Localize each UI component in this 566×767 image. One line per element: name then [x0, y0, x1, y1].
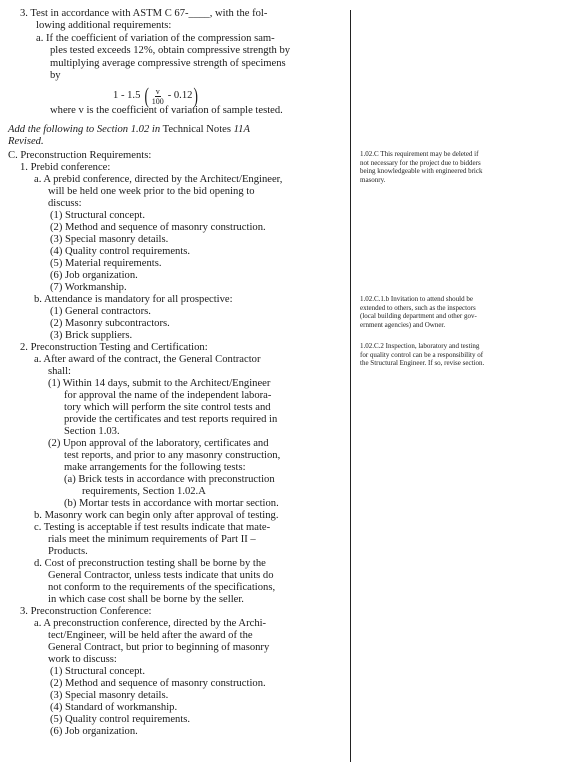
c2a1-line: for approval the name of the independent labora- [64, 390, 272, 401]
item3-line: lowing additional requirements: [36, 20, 172, 31]
list-item: (4) Quality control requirements. [50, 246, 191, 257]
c1b-line: b. Attendance is mandatory for all prospective: [34, 294, 233, 305]
list-item: (1) Structural concept. [50, 210, 146, 221]
c2a2a-line: requirements, Section 1.02.A [82, 486, 206, 497]
formula-suffix: - 0.12 [167, 89, 193, 101]
list-item: (1) Structural concept. [50, 666, 146, 677]
list-item: (4) Standard of workmanship. [50, 702, 178, 713]
list-item: (3) Brick suppliers. [50, 330, 133, 341]
list-item: (3) Special masonry details. [50, 234, 169, 245]
c2c-line: Products. [48, 546, 88, 557]
note-line: ernment agencies) and Owner. [360, 320, 446, 329]
item3a-line: a. If the coefficient of variation of the compression sam- [36, 33, 275, 44]
note-line: extended to others, such as the inspectors [360, 303, 476, 312]
c2d-line: d. Cost of preconstruction testing shall be borne by the [34, 558, 266, 569]
formula-numerator: v [155, 86, 160, 96]
margin-note-1 [360, 150, 540, 184]
note-line: not necessary for the project due to bidders [360, 158, 481, 167]
c2c-line: rials meet the minimum requirements of Part II – [48, 534, 256, 545]
c3a-line: General Contract, but prior to beginning of masonry [48, 642, 270, 653]
formula-prefix: 1 - 1.5 [113, 89, 141, 101]
column-divider [350, 10, 351, 762]
c2a2-line: test reports, and prior to any masonry construction, [64, 450, 281, 461]
list-item: (6) Job organization. [50, 726, 138, 737]
note-line: for quality control can be a responsibility of [360, 350, 484, 359]
c3-title: 3. Preconstruction Conference: [20, 606, 152, 617]
note-line: 1.02.C This requirement may be deleted if [360, 150, 479, 158]
c2a-line: shall: [48, 366, 71, 377]
c3a-line: work to discuss: [48, 654, 117, 665]
section-c-title: C. Preconstruction Requirements: [8, 150, 152, 161]
c2a1-line: (1) Within 14 days, submit to the Architect/Engineer [48, 378, 271, 389]
list-item: (2) Method and sequence of masonry construction. [50, 678, 266, 689]
list-item: (7) Workmanship. [50, 282, 127, 293]
add-instruction: Add the following to Section 1.02 in Technical Notes 11A [8, 124, 250, 135]
note-line: masonry. [360, 175, 386, 184]
c2a1-line: tory which will perform the site control tests and [64, 402, 271, 413]
formula-where: where v is the coefficient of variation of sample tested. [50, 105, 283, 116]
note-line: being knowledgeable with engineered brick [360, 167, 483, 176]
list-item: (5) Quality control requirements. [50, 714, 191, 725]
c1a-line: discuss: [48, 198, 82, 209]
c2d-line: General Contractor, unless tests indicate that units do [48, 570, 274, 581]
close-paren-glyph: ) [193, 83, 199, 108]
item3a-line: by [50, 70, 61, 81]
open-paren-glyph: ( [144, 83, 150, 108]
formula-denominator: 100 [151, 96, 164, 106]
list-item: (2) Masonry subcontractors. [50, 318, 170, 329]
c2a2-line: (2) Upon approval of the laboratory, certificates and [48, 438, 269, 449]
note-line: (local building department and other gov- [360, 312, 477, 321]
c2d-line: not conform to the requirements of the specifications, [48, 582, 276, 593]
item3a-line: multiplying average compressive strength of specimens [50, 58, 286, 69]
c2b-line: b. Masonry work can begin only after approval of testing. [34, 510, 279, 521]
c1a-line: a. A prebid conference, directed by the Architect/Engineer, [34, 174, 283, 185]
item3a-line: ples tested exceeds 12%, obtain compressive strength by [50, 45, 291, 56]
c2a2b-line: (b) Mortar tests in accordance with mortar section. [64, 498, 279, 509]
margin-note-2 [360, 295, 540, 329]
add-instruction-cont: Revised. [8, 136, 44, 147]
note-line: 1.02.C.1.b Invitation to attend should be [360, 295, 473, 303]
c2-title: 2. Preconstruction Testing and Certification: [20, 342, 208, 353]
c1-title: 1. Prebid conference: [20, 162, 111, 173]
c1a-line: will be held one week prior to the bid opening to [48, 186, 255, 197]
c2a2-line: make arrangements for the following tests: [64, 462, 246, 473]
list-item: (6) Job organization. [50, 270, 138, 281]
list-item: (2) Method and sequence of masonry construction. [50, 222, 266, 233]
list-item: (3) Special masonry details. [50, 690, 169, 701]
note-line: the Structural Engineer. If so, revise section. [360, 359, 485, 368]
c2d-line: in which case cost shall be borne by the seller. [48, 594, 244, 605]
c2a2a-line: (a) Brick tests in accordance with preconstruction [64, 474, 275, 485]
c2a1-line: provide the certificates and test reports required in [64, 414, 278, 425]
margin-note-3 [360, 342, 540, 368]
c2a-line: a. After award of the contract, the General Contractor [34, 354, 261, 365]
c2c-line: c. Testing is acceptable if test results indicate that mate- [34, 522, 271, 533]
c2a1-line: Section 1.03. [64, 426, 120, 437]
item3-line: 3. Test in accordance with ASTM C 67-____, with the fol- [20, 8, 268, 19]
c3a-line: a. A preconstruction conference, directed by the Archi- [34, 618, 267, 629]
note-line: 1.02.C.2 Inspection, laboratory and testing [360, 342, 480, 350]
formula-fraction [152, 87, 164, 106]
list-item: (1) General contractors. [50, 306, 151, 317]
c3a-line: tect/Engineer, will be held after the award of the [48, 630, 253, 641]
list-item: (5) Material requirements. [50, 258, 162, 269]
